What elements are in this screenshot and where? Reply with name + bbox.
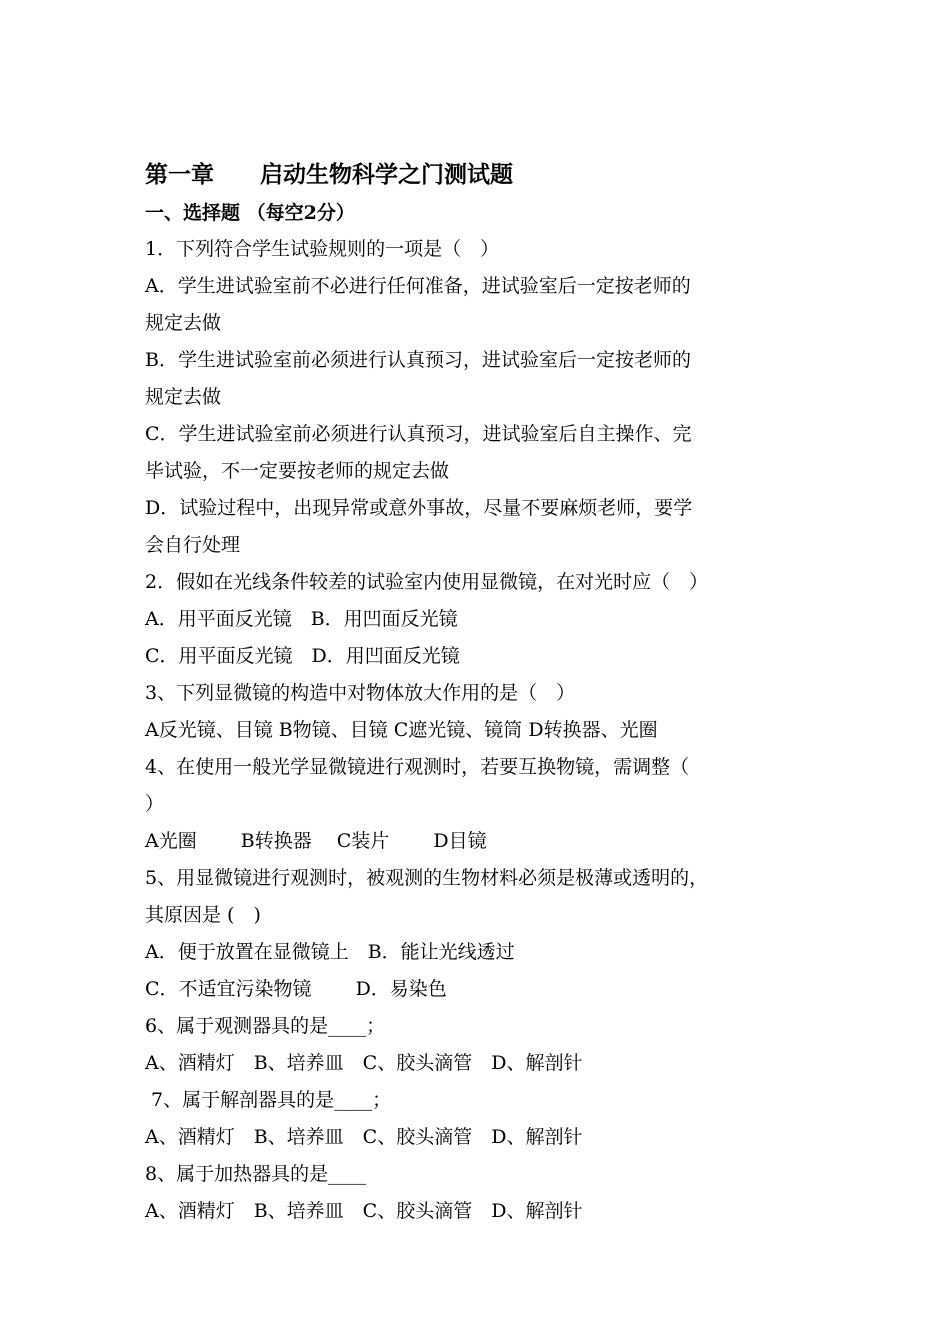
question-5-cont: 其原因是 ( ) (145, 904, 261, 926)
section-heading: 一、选择题 （每空2分） (145, 202, 355, 224)
question-7-options: A、酒精灯 B、培养皿 C、胶头滴管 D、解剖针 (145, 1126, 583, 1148)
question-8: 8、属于加热器具的是____ (145, 1163, 367, 1185)
question-1-option-a: A．学生进试验室前不必进行任何准备，进试验室后一定按老师的 (145, 275, 691, 297)
question-4-cont: ） (145, 793, 165, 815)
question-2: 2．假如在光线条件较差的试验室内使用显微镜，在对光时应（ ） (145, 571, 709, 593)
question-1: 1．下列符合学生试验规则的一项是（ ） (145, 238, 500, 260)
question-3-options: A反光镜、目镜 B物镜、目镜 C遮光镜、镜筒 D转换器、光圈 (145, 719, 658, 741)
question-1-option-c-cont: 毕试验，不一定要按老师的规定去做 (145, 460, 450, 482)
page-title: 第一章 启动生物科学之门测试题 (145, 161, 513, 188)
question-4-options: A光圈 B转换器 C装片 D目镜 (145, 830, 487, 852)
question-1-option-d-cont: 会自行处理 (145, 534, 241, 556)
question-6: 6、属于观测器具的是____； (145, 1015, 386, 1037)
question-1-option-a-cont: 规定去做 (145, 312, 222, 334)
question-5-options-ab: A．便于放置在显微镜上 B．能让光线透过 (145, 941, 515, 963)
question-7: 7、属于解剖器具的是____； (145, 1089, 392, 1111)
question-1-option-b: B．学生进试验室前必须进行认真预习，进试验室后一定按老师的 (145, 349, 691, 371)
question-1-option-c: C．学生进试验室前必须进行认真预习，进试验室后自主操作、完 (145, 423, 692, 445)
question-1-option-b-cont: 规定去做 (145, 386, 222, 408)
question-8-options: A、酒精灯 B、培养皿 C、胶头滴管 D、解剖针 (145, 1200, 583, 1222)
question-3: 3、下列显微镜的构造中对物体放大作用的是（ ） (145, 682, 576, 704)
question-6-options: A、酒精灯 B、培养皿 C、胶头滴管 D、解剖针 (145, 1052, 583, 1074)
question-2-options-cd: C．用平面反光镜 D．用凹面反光镜 (145, 645, 460, 667)
question-5-options-cd: C．不适宜污染物镜 D．易染色 (145, 978, 447, 1000)
question-1-option-d: D．试验过程中，出现异常或意外事故，尽量不要麻烦老师，要学 (145, 497, 693, 519)
question-2-options-ab: A．用平面反光镜 B．用凹面反光镜 (145, 608, 458, 630)
question-5: 5、用显微镜进行观测时，被观测的生物材料必须是极薄或透明的， (145, 867, 709, 889)
document-body (145, 155, 805, 1230)
question-4: 4、在使用一般光学显微镜进行观测时，若要互换物镜，需调整（ (145, 756, 690, 778)
